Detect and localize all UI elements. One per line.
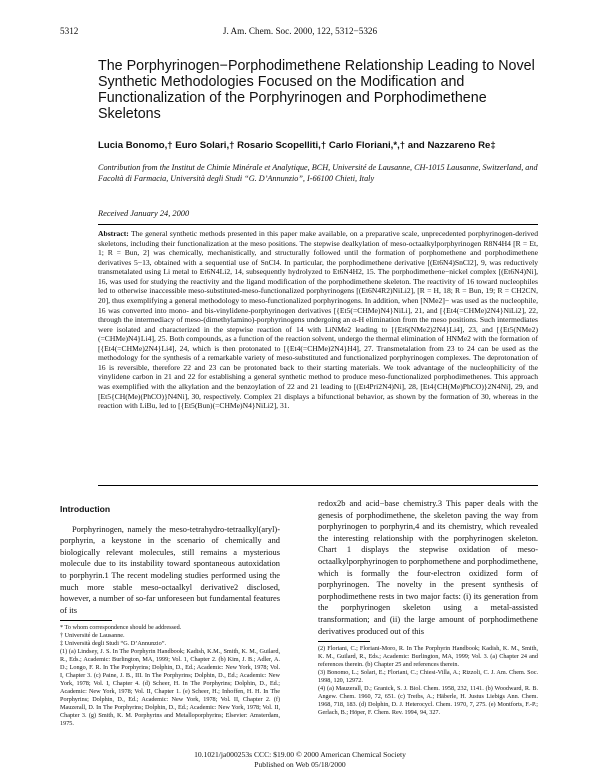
left-column bbox=[60, 498, 280, 728]
doi-line: 10.1021/ja000253s CCC: $19.00 © 2000 American Chemical Society bbox=[194, 750, 406, 759]
footnote-divider bbox=[318, 641, 370, 642]
footnote: (1) (a) Lindsey, J. S. In The Porphyrin Handbook; Kadish, K.M., Smith, K. M., Guilard, R., Eds.; Academic: Burlington, MA, 1999; Vol. 1, Chapter 2. (b) Kim, J. B.; Adler, A. D.; Longo, F. R. In The Porphyrins; Dolphin, D., Ed.; Academic: New York, 1978; Vol. I, Chapter 3. (c) Paine, J. B., III. In The Porphyrins; Dolphin, D., Ed.; Academic: New York, 1978; Vol. I, Chapter 4. (d) Scheer, H. In The Porphyrins; Dolphin, D., Ed.; Academic: New York, 1978; Vol. II, Chapter 1. (e) Scheer, H.; Inhoffen, H. H. In The Porphyrins; Dolphin, D., Ed.; Academic: New York, 1978; Vol. II, Chapter 2. (f) Mauzerall, D. In The Porphyrins; Dolphin, D., Ed.; Academic: New York, 1978; Vol. II, Chapter 3. (g) Smith, K. M. Porphyrins and Metalloporphyrins; Elsevier: Amsterdam, 1975. bbox=[60, 648, 280, 728]
article-title: The Porphyrinogen−Porphodimethene Relationship Leading to Novel Synthetic Methodologies Focused on the Modification and Functionalization of the Porphyrinogen and Porphodimethene Skeletons bbox=[98, 58, 535, 122]
publication-date: Published on Web 05/18/2000 bbox=[254, 759, 346, 769]
journal-citation: J. Am. Chem. Soc. 2000, 122, 5312−5326 bbox=[222, 26, 378, 36]
abstract-block bbox=[98, 224, 538, 486]
footnote: ‡ Università degli Studi “G. D’Annunzio”. bbox=[60, 640, 167, 648]
footnote-divider bbox=[60, 620, 112, 621]
page-footer bbox=[60, 750, 540, 769]
footnote: (2) Floriani, C.; Floriani-Moro, R. In The Porphyrin Handbook; Kadish, K. M., Smith, K. M., Guilard, R., Eds.; Academic: Burlington, MA, 1999; Vol. 3. (a) Chapter 24 and references therein. (b) Chapter 25 and references therein. bbox=[318, 645, 538, 669]
right-column bbox=[318, 498, 538, 717]
abstract-body: The general synthetic methods presented in this paper make available, on a preparative scale, unprecedented porphyrinogen-derived skeletons, including their functionalization at the meso positions. The stepwise dealkylation of meso-octaalkylporphyrinogen R8N4H4 [R = Et, 1; R = Bun, 2] was chemically, mechanistically, and structurally followed until the formation of porphomethene and porphodimethene derivatives 5−13, obtained with a sequential use of SnCl4. In particular, the porphodimethene derivative [(Et6N4)SnCl2], 9, was reductively transmetalated using Li metal to Et6N4Li2, 14, subsequently hydrolyzed to Et6N4H2, 15. The porphodimethene−nickel complex [(Et6N4)Ni], 16, was used for studying the reactivity and the ligand modification of the porphodimethene skeleton. The reactivity of 16 toward nucleophiles led to otherwise inaccessible meso-substituted-meso-functionalized porphyrinogens [(Et6N4R2)NiLi2], [R = H, 18; R = Bun, 19; R = CH2CN, 20], thus exemplifying a general methodology to meso-functionalized porphyrinogens. In addition, when [NMe2]− was used as the nucleophile, 16 was converted into mono- and bis-vinylidene-porphyrinogen derivatives [{Et5(=CHMe)N4}NiLi], 21, and [{Et4(=CHMe)2N4}NiLi2], 22, through the intermediacy of meso-(dimethylamino)-porphyrinogens undergoing an α-H elimination from the meso positions. Such intermediates were isolated and characterized in the stepwise reaction of 14 with LiNMe2 leading to [{Et6(NMe2)2N4}Li4], 23, and [{Et5(NMe2)(=CHMe)N4}Li4], 25. Both compounds, as a function of the reaction solvent, undergo the thermal elimination of HNMe2 with the formation of [{Et4(=CHMe)2N4}Li4], 24, which is then protonated to [{Et4(=CHMe)2N4}H4], 27. Transmetalation from 23 to 24 can be used as the methodology for the synthesis of a remarkable variety of meso-substituted and functionalized porphyrinogen complexes. The deprotonation of 16 is reversible, therefore 22 and 23 can be protonated back to their starting materials. We took advantage of the nucleophilicity of the vinylidene carbon in 21 and 22 for establishing a general synthetic method to produce meso-functionalized porphodimethenes. This approach was exemplified with the alkylation and the benzoylation of 22 and 21 leading to [(Et4Pri2N4)Ni], 28, [Et4{CH(Me)PhCO)}2N4Ni], 29, and [Et5{CH(Me)(PhCO)}N4Ni], 30, respectively. Complex 21 displays a bifunctional behavior, as shown by the formation of 30, whereas in the reaction with LiBu, led to [{Et5(Bun)(=CHMe)N4}NiLi2], 31. bbox=[98, 229, 538, 411]
author-list: Lucia Bonomo,† Euro Solari,† Rosario Scopelliti,† Carlo Floriani,*,† and Nazzareno Re‡ bbox=[98, 140, 496, 151]
footnote: † Université de Lausanne. bbox=[60, 632, 125, 640]
intro-paragraph-left: Porphyrinogen, namely the meso-tetrahydro-tetraalkyl(aryl)-porphyrin, a keystone in the scenario of chemically and biologically relevant molecules, still remains a mysterious molecule due to its instability toward spontaneous autoxidation to porphyrin.1 The recent modeling studies performed using the much more stable meso-octaalkyl derivative2 disclosed, however, a number of so-far unforeseen but fundamental features of its bbox=[60, 524, 280, 615]
intro-paragraph-right: redox2b and acid−base chemistry.3 This paper deals with the genesis of porphodimethene, the skeleton paving the way from porphyrinogen to porphyrin,4 and its chemistry, which revealed the interesting relationship with the porphyrinogen skeleton. Chart 1 displays the stepwise oxidation of meso-octaalkylporphyrinogen to porphomethene and porphodimethene, which is formally the four-electron oxidized form of porphyrinogen. The novelty in the present synthesis of porphodimethene rests in two major facts: (i) its generation from the porphyrinogen skeleton using a metal-assisted transformation; and (ii) the large amount of porphodimethene derivatives produced out of this bbox=[318, 499, 538, 636]
received-date: Received January 24, 2000 bbox=[98, 209, 190, 218]
affiliation: Contribution from the Institut de Chimie Minérale et Analytique, BCH, Université de Lausanne, CH-1015 Lausanne, Switzerland, and Facoltà di Farmacia, Università degli Studi “G. D’Annunzio”, I-66100 Chieti, Italy bbox=[98, 163, 538, 184]
page-number: 5312 bbox=[60, 26, 79, 36]
footnote: (4) (a) Mauzerall, D.; Granick, S. J. Biol. Chem. 1958, 232, 1141. (b) Woodward, R. B. Angew. Chem. 1960, 72, 651. (c) Treibs, A.; Häberle, H. Justus Liebigs Ann. Chem. 1968, 718, 183. (d) Dolphin, D. J. Heterocycl. Chem. 1970, 7, 275. (e) Montforts, F.-P.; Gerlach, B.; Höper, F. Chem. Rev. 1994, 94, 327. bbox=[318, 685, 538, 717]
footnote: * To whom correspondence should be addressed. bbox=[60, 624, 182, 632]
abstract-paragraph bbox=[98, 229, 538, 411]
section-heading: Introduction bbox=[60, 504, 111, 514]
abstract-label: Abstract: bbox=[98, 229, 129, 238]
footnote: (3) Bonomo, L.; Solari, E.; Floriani, C.; Chiesi-Villa, A.; Rizzoli, C. J. Am. Chem. Soc. 1998, 120, 12972. bbox=[318, 669, 538, 685]
